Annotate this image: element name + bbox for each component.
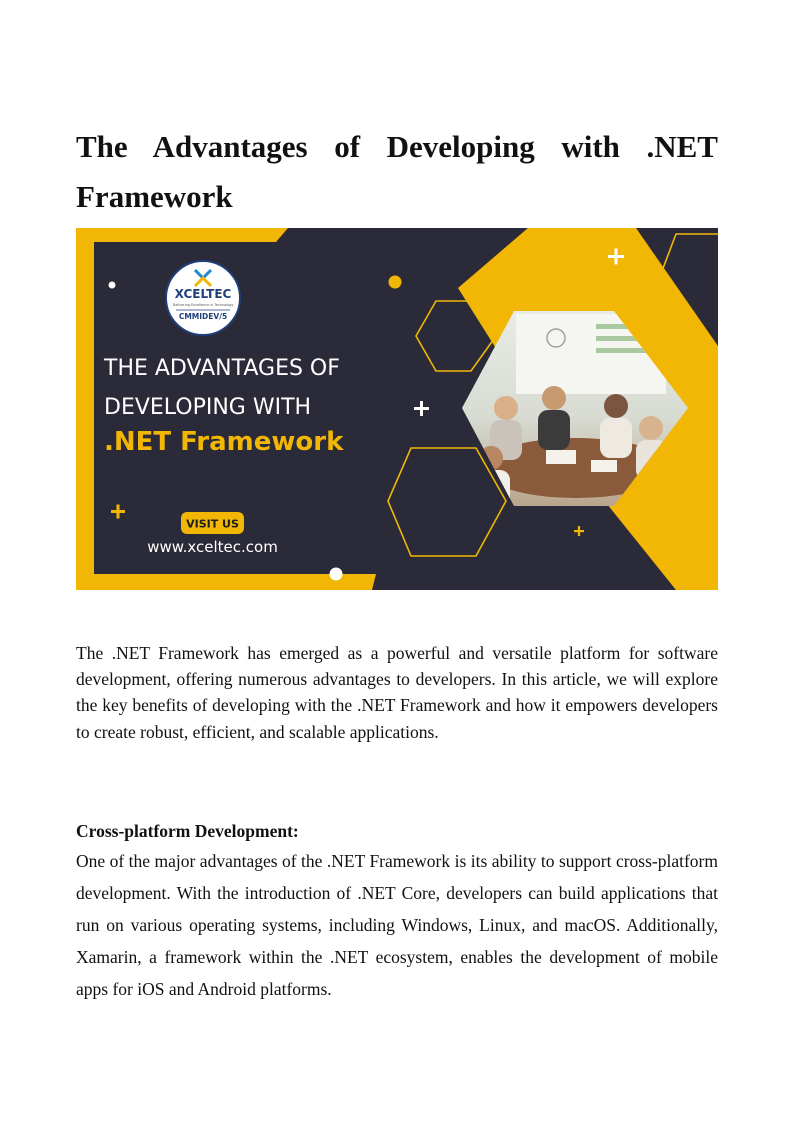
xceltec-logo bbox=[166, 261, 240, 335]
dot-icon bbox=[389, 276, 402, 289]
logo-badge-text: CMMIDEV/5 bbox=[178, 312, 228, 321]
banner-website-text: www.xceltec.com bbox=[147, 538, 278, 556]
dot-icon bbox=[330, 568, 343, 581]
article-banner-image bbox=[76, 228, 718, 590]
document-title: The Advantages of Developing with .NET Framework bbox=[76, 129, 718, 214]
intro-paragraph: The .NET Framework has emerged as a powerful and versatile platform for software development, offering numerous advantages to developers. In this article, we will explore the key benefits of developing with the .NET Framework and how it empowers developers to create robust, efficient, and scalable applications. bbox=[76, 643, 718, 742]
dot-icon bbox=[109, 282, 116, 289]
banner-headline-line2: DEVELOPING WITH bbox=[104, 395, 312, 420]
banner-headline-line3: .NET Framework bbox=[104, 427, 344, 457]
logo-tagline-text: Delivering Excellence in Technology bbox=[172, 303, 234, 307]
visit-us-label: VISIT US bbox=[186, 517, 239, 531]
banner-headline-line1: THE ADVANTAGES OF bbox=[104, 356, 340, 381]
logo-brand-text: XCELTEC bbox=[174, 287, 232, 301]
section-body-cross-platform: One of the major advantages of the .NET Framework is its ability to support cross-platform development. With the introduction of .NET Core, developers can build applications that run on various operating systems, including Windows, Linux, and macOS. Additionally, Xamarin, a framework within the .NET ecosystem, enables the development of mobile apps for iOS and Android platforms. bbox=[76, 851, 718, 999]
section-heading-cross-platform: Cross-platform Development: bbox=[76, 821, 299, 841]
